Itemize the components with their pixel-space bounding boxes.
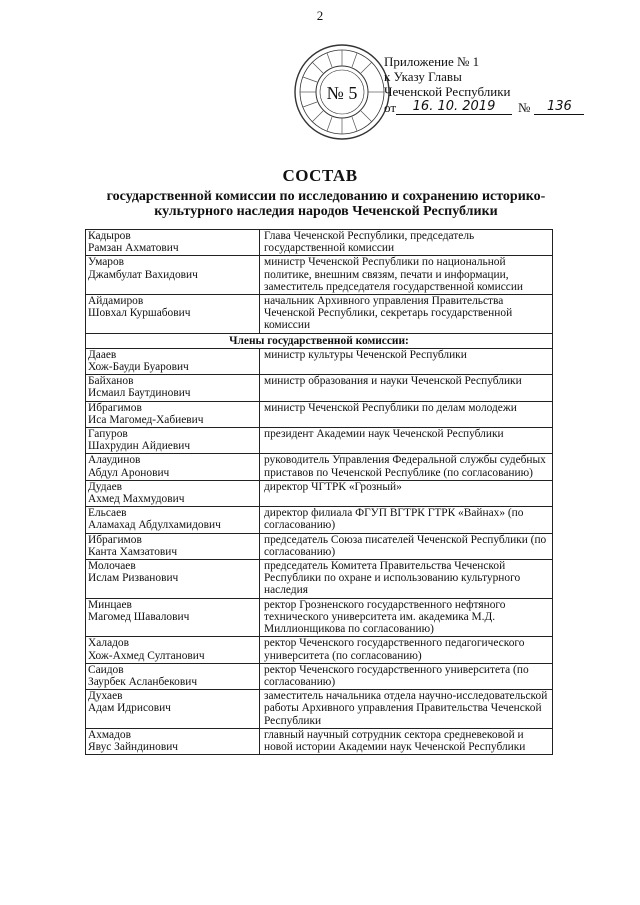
- person-surname: Гапуров: [88, 428, 128, 441]
- members-section: [86, 348, 553, 754]
- table-row: [86, 480, 553, 506]
- person-position: ректор Чеченского государственного университета (по согласованию): [260, 663, 553, 689]
- person-name-cell: [86, 507, 260, 533]
- person-name-cell: [86, 728, 260, 754]
- person-name-cell: [86, 690, 260, 729]
- table-row: [86, 401, 553, 427]
- person-position: министр Чеченской Республики по делам молодежи: [260, 401, 553, 427]
- person-position: председатель Комитета Правительства Чеченской Республики по охране и использованию культурного наследия: [260, 560, 553, 599]
- appendix-block: [384, 54, 584, 115]
- person-given-name: Рамзан Ахматович: [88, 242, 179, 255]
- table-row: [86, 295, 553, 334]
- person-given-name: Ислам Ризванович: [88, 572, 179, 585]
- document-subtitle: государственной комиссии по исследованию и сохранению историко-культурного наследия народов Чеченской Республики: [106, 189, 546, 219]
- person-surname: Минцаев: [88, 598, 132, 611]
- handwritten-date: 16. 10. 2019: [396, 99, 512, 115]
- person-surname: Байханов: [88, 375, 134, 388]
- person-name-cell: [86, 663, 260, 689]
- person-name-cell: [86, 401, 260, 427]
- person-given-name: Хож-Бауди Буарович: [88, 361, 189, 374]
- handwritten-number: 136: [534, 99, 584, 115]
- table-row: [86, 256, 553, 295]
- table-row: [86, 560, 553, 599]
- person-name-cell: [86, 637, 260, 663]
- table-row: [86, 428, 553, 454]
- person-position: министр Чеченской Республики по национальной политике, внешним связям, печати и информации, заместитель председателя государственной комиссии: [260, 256, 553, 295]
- appendix-line-3: Чеченской Республики: [384, 84, 511, 99]
- person-position: директор ЧГТРК «Грозный»: [260, 480, 553, 506]
- person-name-cell: [86, 375, 260, 401]
- person-surname: Умаров: [88, 256, 125, 269]
- person-given-name: Шахрудин Айдиевич: [88, 440, 191, 453]
- table-row: [86, 375, 553, 401]
- person-surname: Халадов: [88, 637, 129, 650]
- person-name-cell: [86, 560, 260, 599]
- person-given-name: Хож-Ахмед Султанович: [88, 649, 205, 662]
- person-name-cell: [86, 348, 260, 374]
- person-surname: Дудаев: [88, 480, 123, 493]
- person-position: заместитель начальника отдела научно-исследовательской работы Архивного управления Правительства Чеченской Республики: [260, 690, 553, 729]
- person-name-cell: [86, 230, 260, 256]
- commission-table: [85, 229, 553, 755]
- person-surname: Ельсаев: [88, 507, 127, 520]
- person-given-name: Заурбек Асланбекович: [88, 675, 198, 688]
- members-header-row: [86, 333, 553, 348]
- person-position: ректор Чеченского государственного педагогического университета (по согласованию): [260, 637, 553, 663]
- number-prefix: №: [518, 100, 531, 115]
- leaders-section: [86, 230, 553, 334]
- person-name-cell: [86, 428, 260, 454]
- person-given-name: Абдул Аронович: [88, 466, 170, 479]
- date-prefix: от: [384, 100, 397, 115]
- person-name-cell: [86, 533, 260, 559]
- person-given-name: Иса Магомед-Хабиевич: [88, 413, 204, 426]
- person-given-name: Исмаил Баутдинович: [88, 387, 191, 400]
- appendix-line-1: Приложение № 1: [384, 54, 480, 69]
- person-surname: Алаудинов: [88, 454, 141, 467]
- table-row: [86, 348, 553, 374]
- person-position: Глава Чеченской Республики, председатель государственной комиссии: [260, 230, 553, 256]
- appendix-date-row: [384, 99, 584, 115]
- person-position: начальник Архивного управления Правительства Чеченской Республики, секретарь государственной комиссии: [260, 295, 553, 334]
- table-row: [86, 230, 553, 256]
- person-given-name: Шовхал Куршабович: [88, 307, 191, 320]
- person-surname: Айдамиров: [88, 295, 144, 308]
- person-surname: Кадыров: [88, 230, 131, 242]
- official-seal-icon: [292, 42, 392, 142]
- person-given-name: Канта Хамзатович: [88, 545, 178, 558]
- members-header-section: [86, 333, 553, 348]
- person-surname: Духаев: [88, 690, 123, 703]
- table-row: [86, 533, 553, 559]
- table-row: [86, 690, 553, 729]
- person-position: президент Академии наук Чеченской Республики: [260, 428, 553, 454]
- person-surname: Саидов: [88, 663, 124, 676]
- table-row: [86, 598, 553, 637]
- person-position: ректор Грозненского государственного нефтяного технического университета им. академика М.Д. Миллионщикова по согласованию): [260, 598, 553, 637]
- person-given-name: Аламахад Абдулхамидович: [88, 519, 221, 532]
- person-surname: Ибрагимов: [88, 533, 142, 546]
- person-given-name: Ахмед Махмудович: [88, 493, 185, 506]
- person-given-name: Джамбулат Вахидович: [88, 268, 198, 281]
- table-row: [86, 454, 553, 480]
- table-row: [86, 663, 553, 689]
- person-name-cell: [86, 480, 260, 506]
- person-surname: Молочаев: [88, 560, 136, 573]
- table-row: [86, 507, 553, 533]
- person-name-cell: [86, 256, 260, 295]
- person-name-cell: [86, 598, 260, 637]
- person-position: министр образования и науки Чеченской Республики: [260, 375, 553, 401]
- table-row: [86, 728, 553, 754]
- person-given-name: Адам Идрисович: [88, 702, 171, 715]
- person-position: председатель Союза писателей Чеченской Республики (по согласованию): [260, 533, 553, 559]
- document-title: СОСТАВ: [282, 166, 358, 185]
- seal-number: № 5: [326, 83, 358, 103]
- table-row: [86, 637, 553, 663]
- person-position: руководитель Управления Федеральной службы судебных приставов по Чеченской Республике (по согласованию): [260, 454, 553, 480]
- person-name-cell: [86, 454, 260, 480]
- members-header: Члены государственной комиссии:: [86, 333, 553, 348]
- person-position: главный научный сотрудник сектора средневековой и новой истории Академии наук Чеченской Республики: [260, 728, 553, 754]
- person-surname: Ахмадов: [88, 728, 131, 741]
- person-position: министр культуры Чеченской Республики: [260, 348, 553, 374]
- page-number: 2: [316, 8, 324, 23]
- person-name-cell: [86, 295, 260, 334]
- person-position: директор филиала ФГУП ВГТРК ГТРК «Вайнах» (по согласованию): [260, 507, 553, 533]
- appendix-line-2: к Указу Главы: [384, 69, 462, 84]
- person-surname: Дааев: [88, 348, 117, 361]
- person-given-name: Магомед Шавалович: [88, 610, 190, 623]
- person-given-name: Явус Зайндинович: [88, 740, 179, 753]
- person-surname: Ибрагимов: [88, 401, 142, 414]
